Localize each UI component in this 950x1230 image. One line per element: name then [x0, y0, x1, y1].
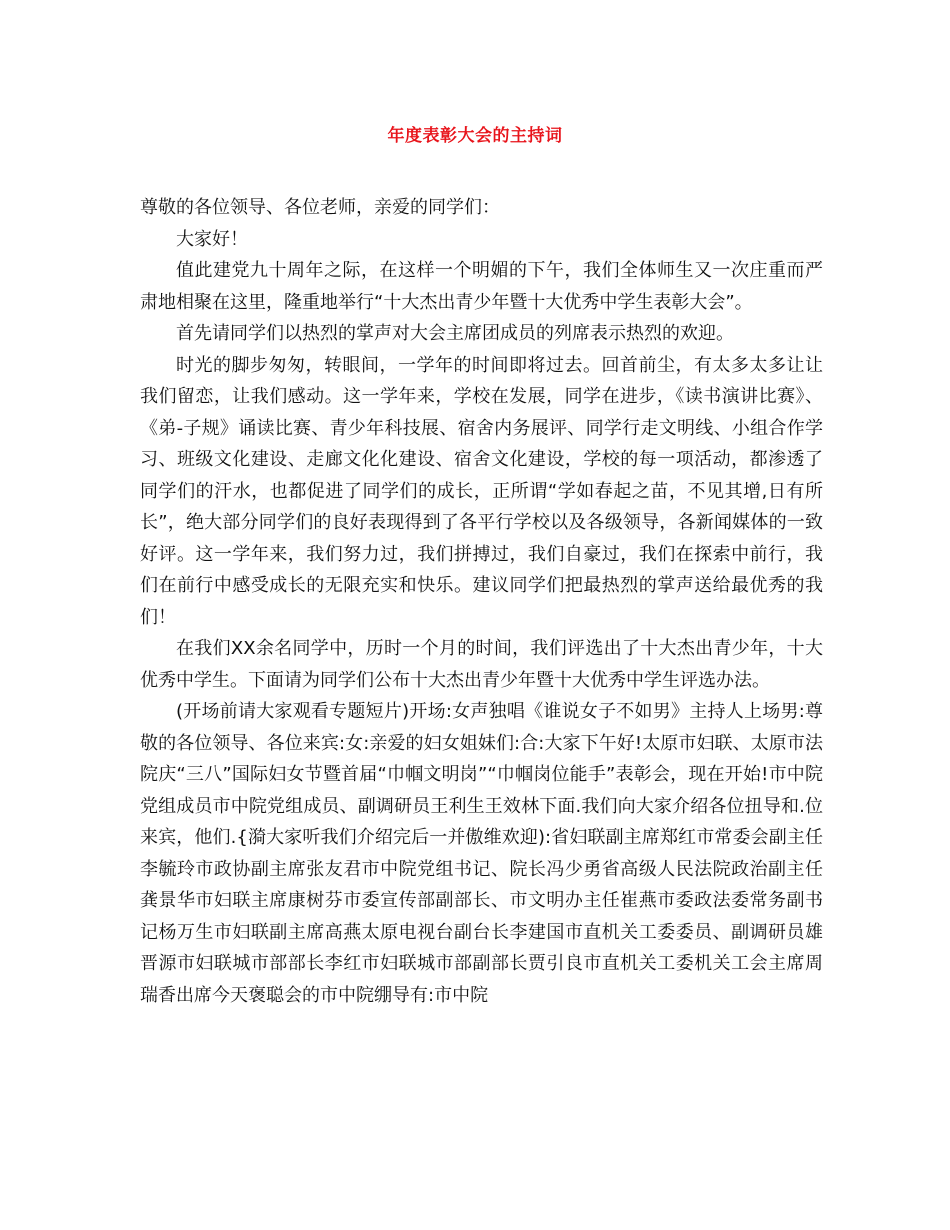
- body-paragraph: 尊敬的各位领导、各位老师，亲爱的同学们：: [140, 197, 500, 218]
- body-paragraph: 值此建党九十周年之际，在这样一个明媚的下午，我们全体师生又一次庄重而严肃地相聚在这里，隆重地举行“十大杰出青少年暨十大优秀中学生表彰大会”。: [140, 260, 823, 313]
- body-paragraph: (开场前请大家观看专题短片)开场:女声独唱《谁说女子不如男》主持人上场男:尊敬的各位领导、各位来宾:女:亲爱的妇女姐妹们:合:大家下午好!太原市妇联、太原市法院庆“三八”国际妇女节暨首届“巾帼文明岗”“巾帼岗位能手”表彰会，现在开始!市中院党组成员市中院党组成员、副调研员王利生王效林下面.我们向大家介绍各位扭导和.位来宾，他们.{漪大家听我们介绍完后一并傲维欢迎):省妇联副主席郑红市常委会副主任李毓玲市政协副主席张友君市中院党组书记、院长冯少勇省高级人民法院政治副主任龚景华市妇联主席康树芬市委宣传部副部长、市文明办主任崔燕市委政法委常务副书记杨万生市妇联副主席高燕太原电视台副台长李建国市直机关工委委员、副调研员雄晋源市妇联城市部部长李红市妇联城市部副部长贾引良市直机关工委机关工会主席周瑞香出席今天褒聪会的市中院绷导有:市中院: [140, 701, 823, 1006]
- document-title: 年度表彰大会的主持词: [387, 126, 563, 146]
- body-paragraph: 时光的脚步匆匆，转眼间，一学年的时间即将过去。回首前尘，有太多太多让让我们留恋，让我们感动。这一学年来，学校在发展，同学在进步，《读书演讲比赛》、《弟-子规》诵读比赛、青少年科技展、宿舍内务展评、同学行走文明线、小组合作学习、班级文化建设、走廊文化化建设、宿舍文化建设，学校的每一项活动，都渗透了同学们的汗水，也都促进了同学们的成长，正所谓“学如春起之苗，不见其增,日有所长”，绝大部分同学们的良好表现得到了各平行学校以及各级领导，各新闻媒体的一致好评。这一学年来，我们努力过，我们拼搏过，我们自豪过，我们在探索中前行，我们在前行中感受成长的无限充实和快乐。建议同学们把最热烈的掌声送给最优秀的我们！: [140, 354, 823, 628]
- body-paragraph: 大家好！: [176, 228, 248, 250]
- document-body: [140, 192, 823, 1011]
- body-paragraph: 在我们XX余名同学中，历时一个月的时间，我们评选出了十大杰出青少年，十大优秀中学生。下面请为同学们公布十大杰出青少年暨十大优秀中学生评选办法。: [140, 638, 823, 691]
- body-paragraph: 首先请同学们以热烈的掌声对大会主席团成员的列席表示热烈的欢迎。: [176, 323, 734, 344]
